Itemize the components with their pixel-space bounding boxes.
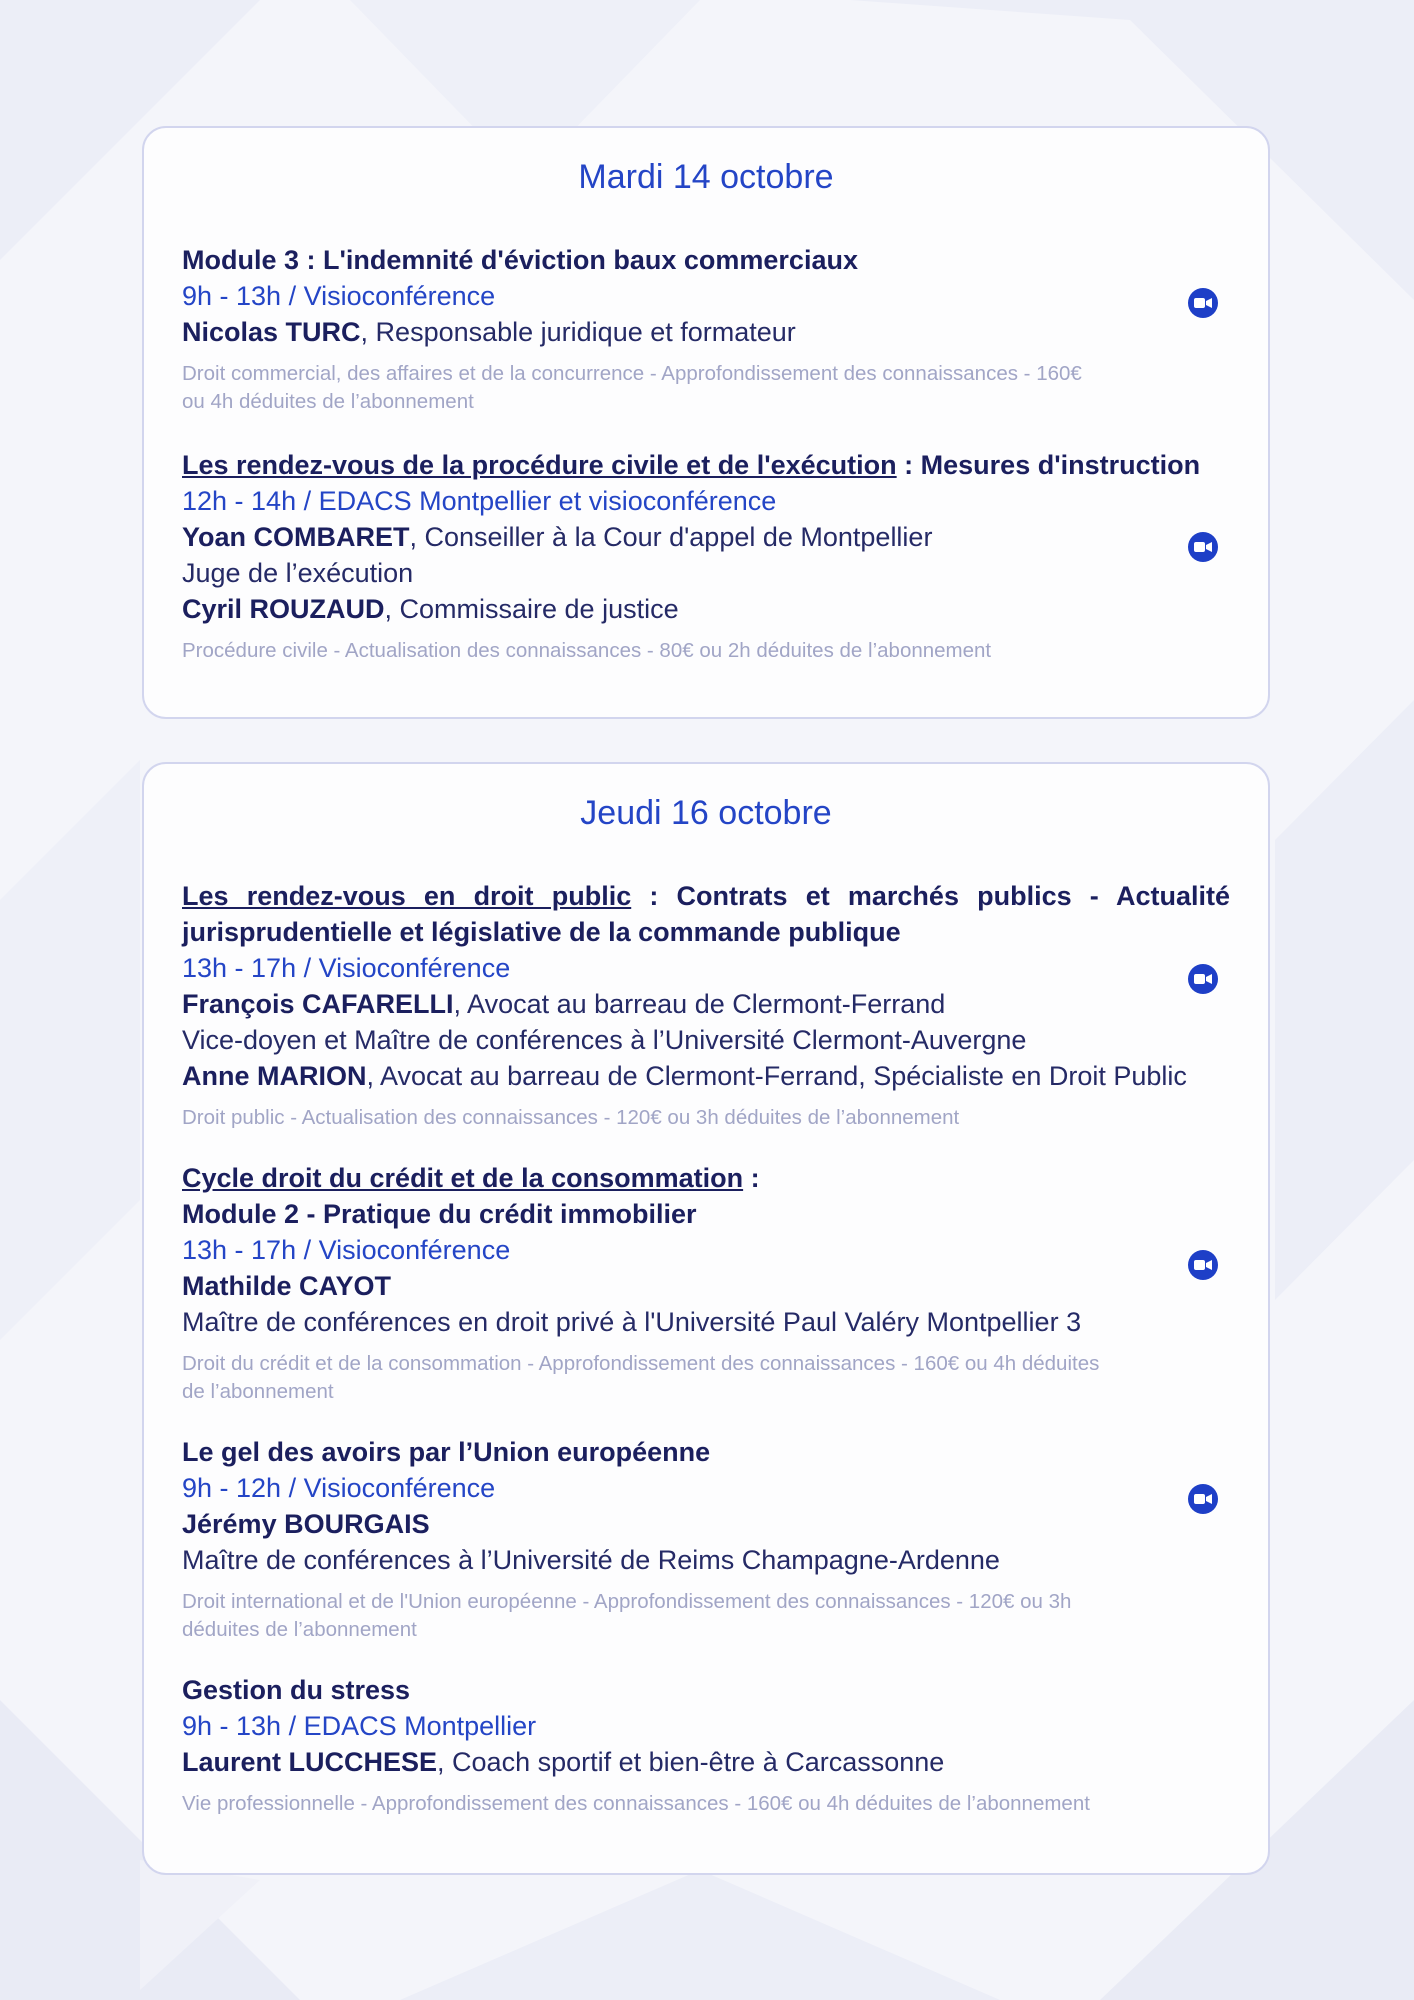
event-speaker: [182, 591, 1230, 627]
speaker-name: François CAFARELLI: [182, 989, 454, 1019]
event-title: Module 3 : L'indemnité d'éviction baux commerciaux: [182, 245, 858, 275]
event-time: 13h - 17h / Visioconférence: [182, 953, 511, 983]
speaker-name: Jérémy BOURGAIS: [182, 1509, 430, 1539]
event-title: [182, 878, 1230, 950]
event-speaker-role-line: [182, 555, 1230, 591]
event-procedure-civile: [182, 447, 1230, 665]
event-gel-des-avoirs: [182, 1434, 1230, 1644]
speaker-name: Yoan COMBARET: [182, 522, 410, 552]
note-line: déduites de l’abonnement: [182, 1618, 417, 1641]
note-line: Vie professionnelle - Approfondissement des connaissances - 160€ ou 4h déduites de l’abonnement: [182, 1792, 1090, 1815]
video-camera-icon: [1188, 288, 1218, 318]
event-speaker: [182, 519, 1230, 555]
event-title: Le gel des avoirs par l’Union européenne: [182, 1437, 711, 1467]
speaker-role: , Coach sportif et bien-être à Carcassonne: [437, 1747, 945, 1777]
speaker-role: Juge de l’exécution: [182, 558, 414, 588]
event-speaker-role-line: [182, 1542, 1230, 1578]
speaker-role: , Responsable juridique et formateur: [360, 317, 796, 347]
video-camera-icon: [1188, 964, 1218, 994]
event-speaker: [182, 1744, 1230, 1780]
event-time: 9h - 12h / Visioconférence: [182, 1473, 496, 1503]
event-title-rest: : Mesures d'instruction: [896, 450, 1201, 480]
video-camera-icon: [1188, 532, 1218, 562]
note-line: Droit public - Actualisation des connaissances - 120€ ou 3h déduites de l’abonnement: [182, 1106, 960, 1129]
event-time: 12h - 14h / EDACS Montpellier et visioconférence: [182, 486, 777, 516]
event-title-line2: Module 2 - Pratique du crédit immobilier: [182, 1199, 697, 1229]
note-line: Droit international et de l'Union européenne - Approfondissement des connaissances - 120€ ou 3h: [182, 1590, 1072, 1613]
event-time: 9h - 13h / EDACS Montpellier: [182, 1711, 537, 1741]
speaker-name: Cyril ROUZAUD: [182, 594, 385, 624]
event-droit-public: [182, 878, 1230, 1132]
event-note: [182, 1350, 1230, 1406]
event-speaker: [182, 1506, 1230, 1542]
speaker-role: , Commissaire de justice: [384, 594, 679, 624]
speaker-role: , Avocat au barreau de Clermont-Ferrand, Spécialiste en Droit Public: [366, 1061, 1187, 1091]
event-title-rest: : Contrats et marchés publics - Actualité jurisprudentielle et législative de la commande publique: [182, 881, 1230, 947]
event-title: [182, 1160, 1230, 1196]
video-camera-icon: [1188, 1250, 1218, 1280]
event-title-link[interactable]: Cycle droit du crédit et de la consommation: [182, 1163, 744, 1193]
note-line: ou 4h déduites de l’abonnement: [182, 390, 474, 413]
event-title: [182, 447, 1230, 483]
speaker-name: Mathilde CAYOT: [182, 1271, 392, 1301]
event-speaker: [182, 1268, 1230, 1304]
day-card-tuesday: [142, 126, 1270, 719]
speaker-role: , Conseiller à la Cour d'appel de Montpellier: [409, 522, 933, 552]
event-note: [182, 1790, 1230, 1818]
event-title-link[interactable]: Les rendez-vous en droit public: [182, 881, 632, 911]
event-note: [182, 1588, 1230, 1644]
day-title: Jeudi 16 octobre: [580, 794, 832, 832]
video-camera-icon: [1188, 1484, 1218, 1514]
event-speaker-role-line: [182, 1304, 1230, 1340]
day-title: Mardi 14 octobre: [578, 158, 834, 196]
event-speaker-role-line: [182, 1022, 1230, 1058]
event-note: [182, 360, 1230, 416]
note-line: Droit commercial, des affaires et de la concurrence - Approfondissement des connaissances - 160€: [182, 362, 1082, 385]
event-title-rest: :: [743, 1163, 760, 1193]
event-title: Gestion du stress: [182, 1675, 411, 1705]
event-note: [182, 1104, 1230, 1132]
note-line: Procédure civile - Actualisation des connaissances - 80€ ou 2h déduites de l’abonnement: [182, 639, 992, 662]
day-card-thursday: [142, 762, 1270, 1875]
speaker-name: Anne MARION: [182, 1061, 367, 1091]
note-line: Droit du crédit et de la consommation - Approfondissement des connaissances - 160€ ou 4h déduites: [182, 1352, 1100, 1375]
speaker-name: Laurent LUCCHESE: [182, 1747, 438, 1777]
event-time: 13h - 17h / Visioconférence: [182, 1235, 511, 1265]
event-note: [182, 637, 1230, 665]
speaker-role: Vice-doyen et Maître de conférences à l’Université Clermont-Auvergne: [182, 1025, 1027, 1055]
event-gestion-du-stress: [182, 1672, 1230, 1818]
event-title-link[interactable]: Les rendez-vous de la procédure civile et de l'exécution: [182, 450, 897, 480]
speaker-role: , Avocat au barreau de Clermont-Ferrand: [453, 989, 946, 1019]
event-speaker: [182, 986, 1230, 1022]
event-credit-consommation: [182, 1160, 1230, 1406]
event-speaker: [182, 314, 1230, 350]
note-line: de l’abonnement: [182, 1380, 334, 1403]
speaker-role: Maître de conférences en droit privé à l'Université Paul Valéry Montpellier 3: [182, 1307, 1082, 1337]
speaker-role: Maître de conférences à l’Université de Reims Champagne-Ardenne: [182, 1545, 1000, 1575]
event-speaker: [182, 1058, 1230, 1094]
event-time: 9h - 13h / Visioconférence: [182, 281, 496, 311]
speaker-name: Nicolas TURC: [182, 317, 361, 347]
event-module-3: [182, 242, 1230, 416]
